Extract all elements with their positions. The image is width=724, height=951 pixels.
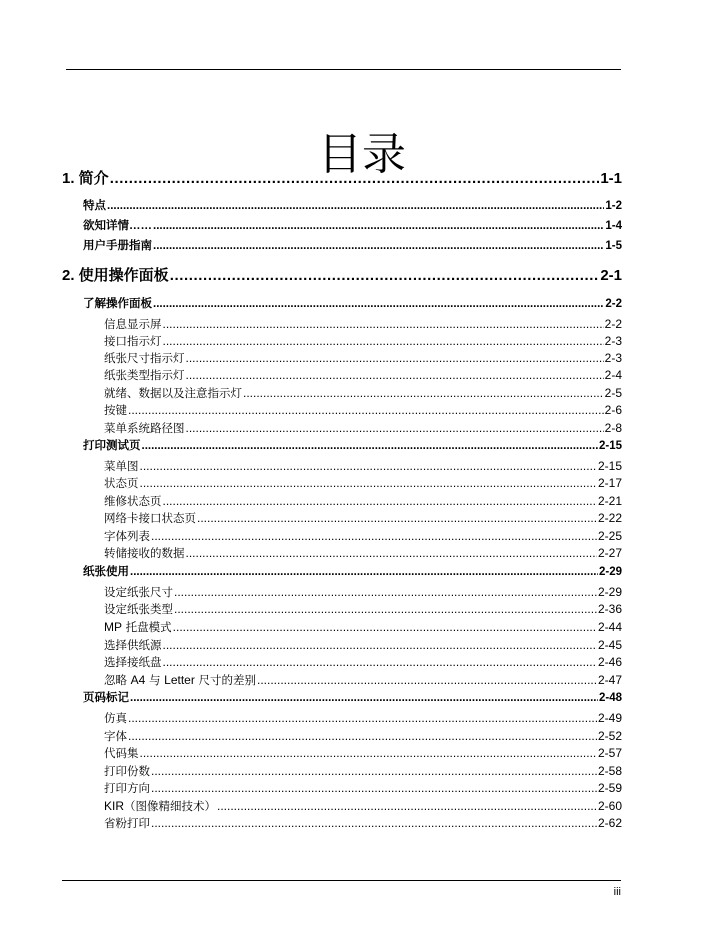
dot-leader <box>128 729 597 743</box>
dot-leader <box>140 459 597 473</box>
toc-label: 1. 简介 <box>62 170 109 187</box>
dot-leader <box>186 421 604 435</box>
toc-page: 2-44 <box>597 620 622 634</box>
toc-page: 2-1 <box>600 267 622 284</box>
toc-label-text: 托盘模式 <box>122 620 172 634</box>
toc-sub-paper-size-led[interactable] <box>104 350 622 367</box>
dot-leader <box>186 368 604 382</box>
toc-page: 2-8 <box>604 421 622 435</box>
toc-sub-message-display[interactable] <box>104 316 622 333</box>
toc-sub-service-status[interactable] <box>104 493 622 510</box>
toc-section-details[interactable] <box>83 217 622 234</box>
dot-leader <box>130 566 598 578</box>
toc-label-latin: KIR <box>104 799 125 813</box>
dot-leader <box>163 638 597 652</box>
toc-label: 纸张使用 <box>83 566 129 578</box>
toc-label-text: （图像精细技术） <box>124 799 217 813</box>
toc-sub-interface-led[interactable] <box>104 333 622 350</box>
toc-label-latin: Letter <box>164 673 195 687</box>
dot-leader <box>174 585 597 599</box>
toc-page: 2-17 <box>597 476 622 490</box>
toc-sub-mp-tray-mode[interactable] <box>104 619 622 636</box>
toc-page: 2-60 <box>597 799 622 813</box>
toc-sub-paper-type-led[interactable] <box>104 367 622 384</box>
toc-label: 就绪、数据以及注意指示灯 <box>104 386 242 400</box>
dot-leader <box>163 655 597 669</box>
dot-leader <box>170 267 600 284</box>
toc-page: 2-36 <box>597 602 622 616</box>
toc-page: 2-3 <box>604 351 622 365</box>
toc-label: 菜单图 <box>104 459 139 473</box>
toc-label: 代码集 <box>104 746 139 760</box>
toc-page: 2-2 <box>605 298 622 310</box>
toc-label <box>104 619 172 635</box>
toc-page: 2-25 <box>597 529 622 543</box>
toc-sub-copies[interactable] <box>104 763 622 780</box>
dot-leader <box>243 386 604 400</box>
toc-label: 选择接纸盘 <box>104 655 162 669</box>
toc-page: 2-47 <box>597 673 622 687</box>
toc-page: 2-22 <box>597 511 622 525</box>
toc-label: 状态页 <box>104 476 139 490</box>
toc-label: 打印方向 <box>104 781 150 795</box>
toc-chapter-1[interactable] <box>62 167 622 187</box>
toc-page: 2-58 <box>597 764 622 778</box>
toc-page: 2-15 <box>598 440 622 452</box>
toc-label: 打印份数 <box>104 764 150 778</box>
dot-leader <box>197 511 597 525</box>
toc-page: 1-1 <box>600 170 622 187</box>
toc-label: 设定纸张尺寸 <box>104 585 173 599</box>
toc-label: 仿真 <box>104 711 127 725</box>
dot-leader <box>163 317 604 331</box>
toc-label: 省粉打印 <box>104 816 150 830</box>
footer-rule <box>62 880 621 881</box>
dot-leader <box>128 711 597 725</box>
dot-leader <box>153 240 604 252</box>
dot-leader <box>151 529 597 543</box>
toc-page: 1-4 <box>605 220 622 232</box>
toc-label <box>104 798 216 814</box>
toc-label-text: 忽略 <box>104 673 131 687</box>
toc-label: 了解操作面板 <box>83 298 152 310</box>
dot-leader <box>151 781 597 795</box>
toc-page: 2-49 <box>597 711 622 725</box>
dot-leader <box>151 764 597 778</box>
toc-page: 2-59 <box>597 781 622 795</box>
toc-sub-kir[interactable] <box>104 798 622 815</box>
toc-label: 按键 <box>104 403 127 417</box>
toc-sub-network-card-status[interactable] <box>104 510 622 527</box>
toc-page: 2-46 <box>597 655 622 669</box>
toc-label: 纸张尺寸指示灯 <box>104 351 185 365</box>
toc-section-page-marks[interactable] <box>83 689 622 706</box>
toc-page: 2-6 <box>604 403 622 417</box>
toc-page: 2-48 <box>598 692 622 704</box>
toc-label: 页码标记 <box>83 692 129 704</box>
toc-page: 2-29 <box>597 585 622 599</box>
toc-label: 特点 <box>83 200 106 212</box>
toc-sub-keys[interactable] <box>104 402 622 419</box>
toc-label: 字体列表 <box>104 529 150 543</box>
toc-label: 网络卡接口状态页 <box>104 511 196 525</box>
toc-label: 接口指示灯 <box>104 334 162 348</box>
dot-leader <box>128 403 604 417</box>
dot-leader <box>110 170 600 187</box>
dot-leader <box>107 200 604 212</box>
toc-sub-orientation[interactable] <box>104 780 622 797</box>
toc-section-paper-handling[interactable] <box>83 563 622 580</box>
toc-label <box>104 672 256 688</box>
page-number: iii <box>613 886 621 898</box>
toc-label: 用户手册指南 <box>83 240 152 252</box>
toc-sub-set-paper-type[interactable] <box>104 601 622 618</box>
toc-page: 1-2 <box>605 200 622 212</box>
dot-leader <box>186 351 604 365</box>
dot-leader <box>142 440 598 452</box>
toc-sub-ecoprint[interactable] <box>104 815 622 832</box>
dot-leader <box>257 673 597 687</box>
toc-page: 2-5 <box>604 386 622 400</box>
toc-label: 维修状态页 <box>104 494 162 508</box>
dot-leader <box>163 494 597 508</box>
dot-leader <box>163 334 604 348</box>
toc-sub-dump-data[interactable] <box>104 545 622 562</box>
dot-leader <box>153 220 604 232</box>
toc-page: 2-4 <box>604 368 622 382</box>
toc-page: 2-27 <box>597 546 622 560</box>
toc-label: 打印测试页 <box>83 440 141 452</box>
dot-leader <box>140 476 597 490</box>
toc-page: 1-5 <box>605 240 622 252</box>
page-title: 目录 <box>318 129 406 181</box>
toc-sub-select-source[interactable] <box>104 637 622 654</box>
toc-label: 纸张类型指示灯 <box>104 368 185 382</box>
toc-label: 字体 <box>104 729 127 743</box>
dot-leader <box>130 692 598 704</box>
dot-leader <box>140 746 597 760</box>
toc-sub-font[interactable] <box>104 728 622 745</box>
toc-page: 2-3 <box>604 334 622 348</box>
toc-label: 设定纸张类型 <box>104 602 173 616</box>
toc-label: 欲知详情…… <box>83 220 152 232</box>
toc-sub-ready-data-attention[interactable] <box>104 385 622 402</box>
toc-sub-menu-path[interactable] <box>104 420 622 437</box>
toc-section-guide[interactable] <box>83 237 622 254</box>
toc-label-latin: MP <box>104 620 122 634</box>
toc-chapter-2[interactable] <box>62 264 622 284</box>
toc-sub-menu-map[interactable] <box>104 458 622 475</box>
toc-page: 2-15 <box>597 459 622 473</box>
toc-section-features[interactable] <box>83 197 622 214</box>
toc-section-print-test[interactable] <box>83 437 622 454</box>
toc-label-text: 与 <box>145 673 165 687</box>
toc-sub-select-output[interactable] <box>104 654 622 671</box>
toc-label-latin: A4 <box>130 673 146 687</box>
dot-leader <box>186 546 597 560</box>
dot-leader <box>153 298 604 310</box>
dot-leader <box>173 620 597 634</box>
toc-label: 信息显示屏 <box>104 317 162 331</box>
toc-sub-set-paper-size[interactable] <box>104 584 622 601</box>
toc-sub-font-list[interactable] <box>104 528 622 545</box>
toc-sub-emulation[interactable] <box>104 710 622 727</box>
dot-leader <box>217 799 597 813</box>
toc-sub-ignore-a4-letter[interactable] <box>104 672 622 689</box>
dot-leader <box>151 816 597 830</box>
toc-page: 2-57 <box>597 746 622 760</box>
toc-section-understand-panel[interactable] <box>83 295 622 312</box>
toc-label: 转储接收的数据 <box>104 546 185 560</box>
toc-label: 选择供纸源 <box>104 638 162 652</box>
toc-page: 2-29 <box>598 566 622 578</box>
toc-page: 2-2 <box>604 317 622 331</box>
toc-label: 2. 使用操作面板 <box>62 267 169 284</box>
toc-sub-status-page[interactable] <box>104 475 622 492</box>
toc-page: 2-62 <box>597 816 622 830</box>
toc-page: 2-21 <box>597 494 622 508</box>
toc-page: 2-45 <box>597 638 622 652</box>
header-rule <box>66 69 621 70</box>
dot-leader <box>174 602 597 616</box>
toc-label: 菜单系统路径图 <box>104 421 185 435</box>
toc-page: 2-52 <box>597 729 622 743</box>
toc-label-text: 尺寸的差别 <box>194 673 256 687</box>
toc-sub-code-set[interactable] <box>104 745 622 762</box>
